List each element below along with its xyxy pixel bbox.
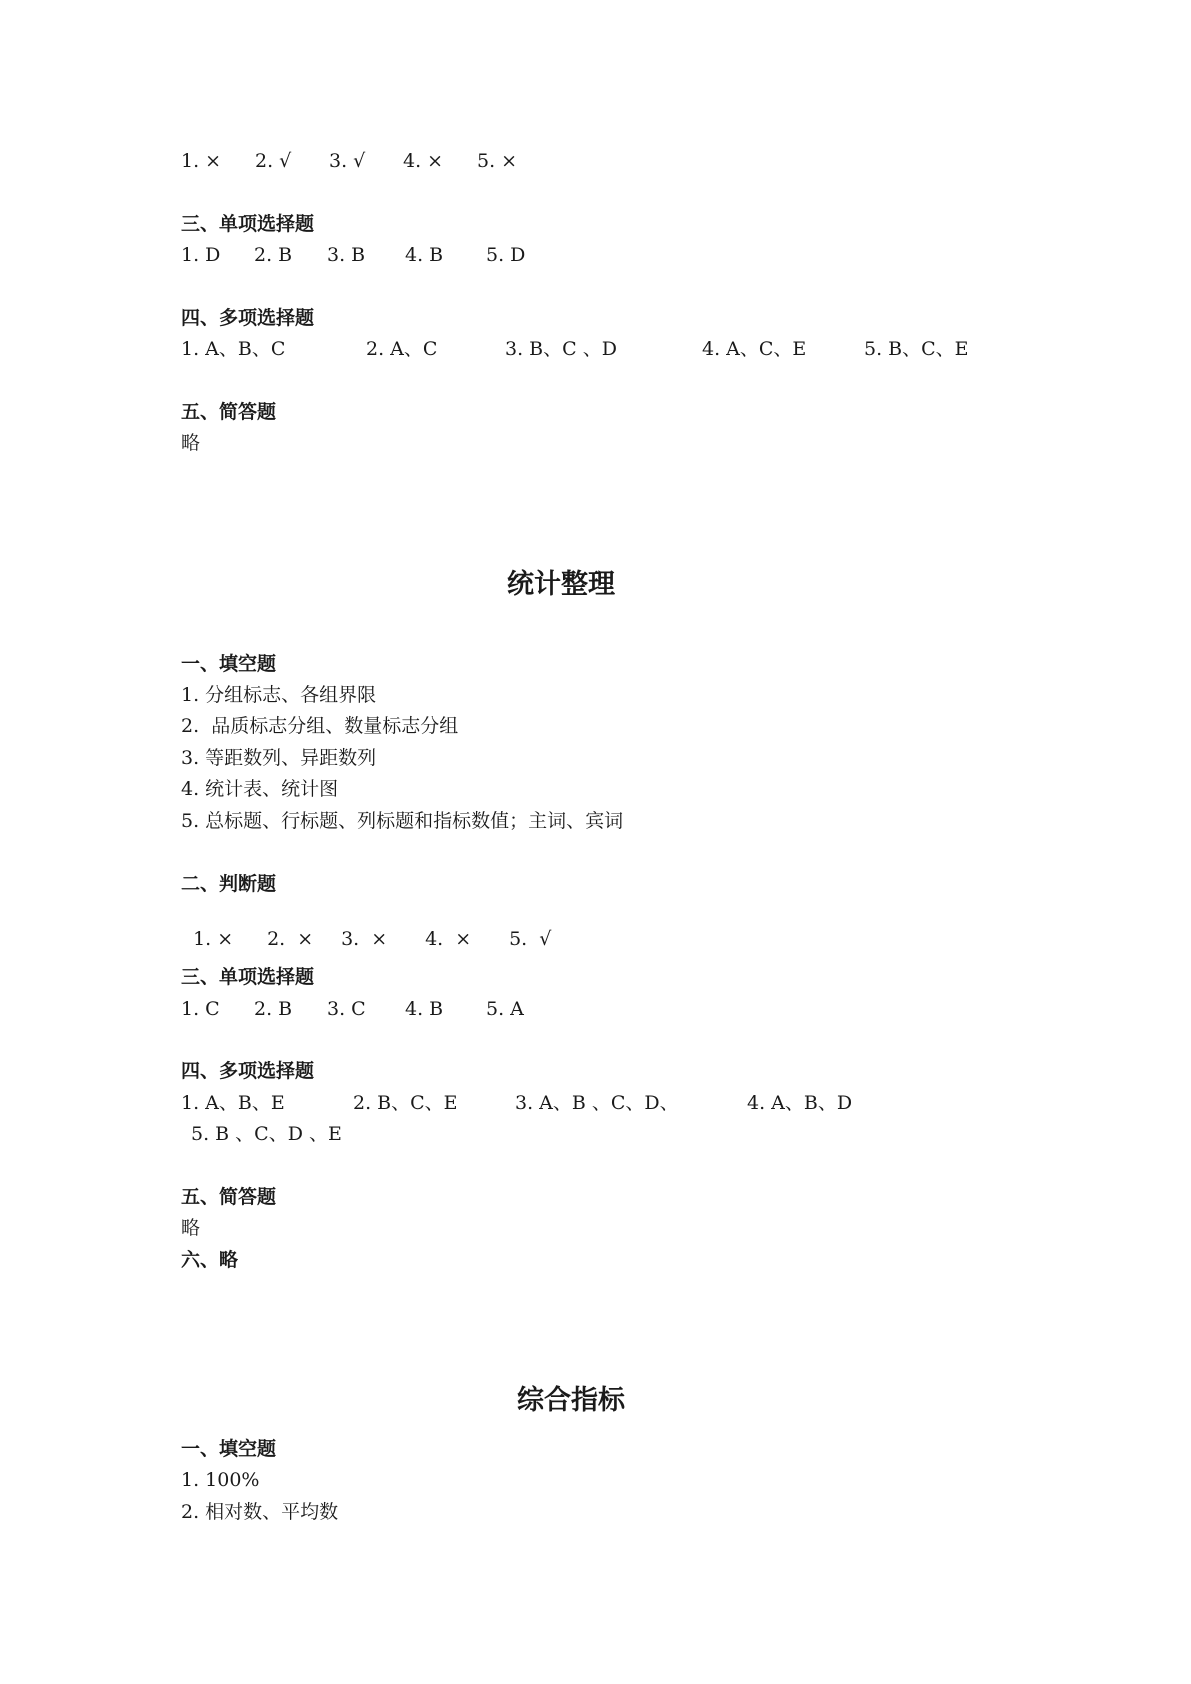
multi-choice-answers-row: [181, 337, 969, 361]
section-heading: 五、简答题: [181, 401, 277, 423]
answer-item: 3. B: [327, 244, 366, 266]
fill-blank-item: 1. 100%: [181, 1469, 260, 1491]
section-heading: 一、填空题: [181, 653, 277, 675]
answer-item: 5. ×: [477, 150, 518, 172]
answer-item: 4. ×: [403, 150, 444, 172]
section-heading: 六、略: [181, 1249, 239, 1271]
answer-item: 5. B、C、E: [864, 338, 969, 360]
fill-blank-item: 5. 总标题、行标题、列标题和指标数值；主词、宾词: [181, 810, 624, 832]
answer-item: 4. A、C、E: [702, 338, 807, 360]
answer-item: 4. B: [405, 244, 444, 266]
fill-blank-item: 3. 等距数列、异距数列: [181, 747, 377, 769]
multi-choice-answers-row-2: 5. B 、C、D 、E: [191, 1123, 342, 1145]
answer-item: 3. ×: [341, 928, 388, 950]
answer-item: 1. ×: [193, 928, 234, 950]
answer-item: 4. B: [405, 998, 444, 1020]
single-choice-answers-row: [181, 997, 524, 1021]
multi-choice-answers-row: [181, 1091, 852, 1115]
answer-item: 2. ×: [267, 928, 314, 950]
section-heading: 四、多项选择题: [181, 1060, 315, 1082]
answer-item: 4. ×: [425, 928, 472, 950]
answer-item: 5. D: [486, 244, 526, 266]
fill-blank-item: 2. 相对数、平均数: [181, 1501, 339, 1523]
answer-item: 3. A、B 、C、D、: [515, 1092, 679, 1114]
section-heading: 一、填空题: [181, 1438, 277, 1460]
answer-item: 5. A: [486, 998, 524, 1020]
answer-item: 5. √: [509, 928, 552, 950]
section-title: 统计整理: [507, 569, 615, 600]
answer-item: 2. B: [254, 998, 293, 1020]
fill-blank-item: 1. 分组标志、各组界限: [181, 684, 377, 706]
fill-blank-item: 4. 统计表、统计图: [181, 778, 339, 800]
fill-blank-item: 2. 品质标志分组、数量标志分组: [181, 715, 459, 737]
section-heading: 五、简答题: [181, 1186, 277, 1208]
short-answer-text: 略: [181, 432, 201, 454]
answer-item: 4. A、B、D: [747, 1092, 853, 1114]
answer-item: 1. D: [181, 244, 221, 266]
answer-item: 2. √: [255, 150, 292, 172]
answer-item: 1. ×: [181, 150, 222, 172]
section-title: 综合指标: [517, 1385, 625, 1416]
short-answer-text: 略: [181, 1217, 201, 1239]
answer-item: 2. B、C、E: [353, 1092, 458, 1114]
answer-item: 1. C: [181, 998, 220, 1020]
section-heading: 三、单项选择题: [181, 966, 315, 988]
judge-answers-row: [181, 903, 551, 951]
answer-item: 2. A、C: [366, 338, 438, 360]
single-choice-answers-row: [181, 243, 525, 267]
answer-item: 3. √: [329, 150, 366, 172]
answer-item: 1. A、B、C: [181, 338, 286, 360]
section-heading: 二、判断题: [181, 873, 277, 895]
judge-answers-row: [181, 149, 517, 173]
section-heading: 三、单项选择题: [181, 213, 315, 235]
answer-item: 1. A、B、E: [181, 1092, 285, 1114]
answer-item: 3. C: [327, 998, 366, 1020]
answer-item: 2. B: [254, 244, 293, 266]
answer-item: 3. B、C 、D: [505, 338, 617, 360]
section-heading: 四、多项选择题: [181, 307, 315, 329]
